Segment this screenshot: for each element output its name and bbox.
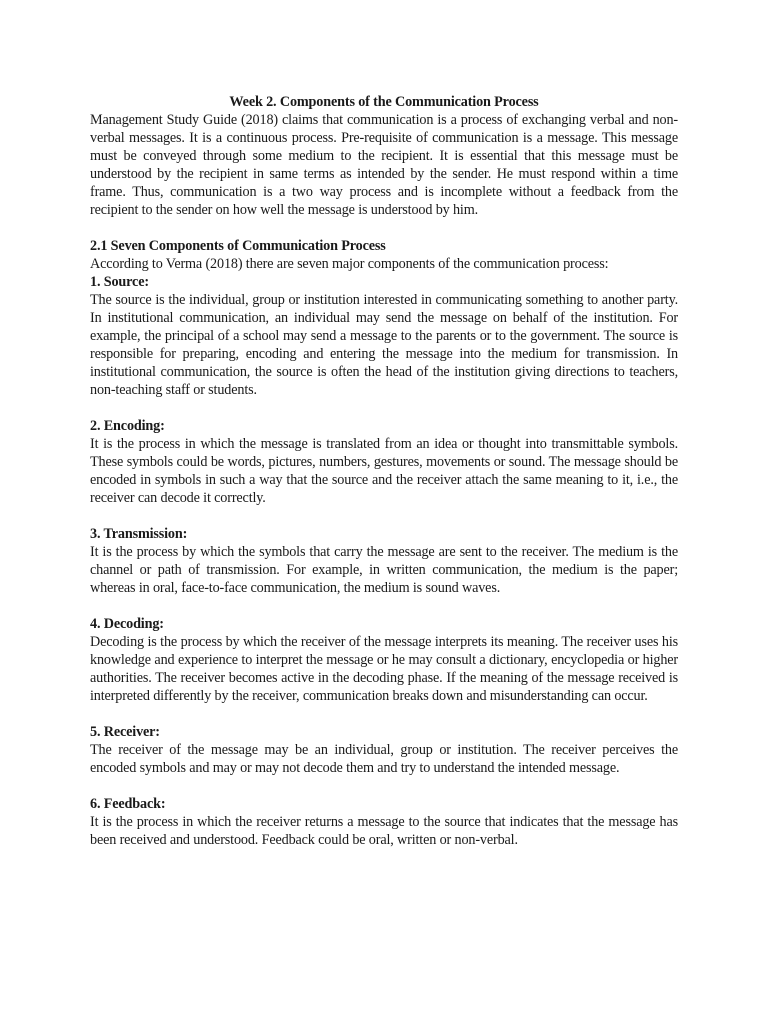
section-intro: According to Verma (2018) there are seven major components of the communication process:	[90, 256, 609, 272]
component-heading: 6. Feedback:	[90, 796, 166, 812]
spacer	[90, 399, 678, 417]
component-encoding	[90, 417, 678, 507]
spacer	[90, 507, 678, 525]
component-text: It is the process by which the symbols that carry the message are sent to the receiver. The medium is the channel or path of transmission. For example, in written communication, the medium is the paper; whereas in oral, face-to-face communication, the medium is sound waves.	[90, 544, 678, 596]
component-decoding	[90, 615, 678, 705]
component-receiver	[90, 723, 678, 777]
spacer	[90, 597, 678, 615]
component-transmission	[90, 525, 678, 597]
component-heading: 5. Receiver:	[90, 724, 160, 740]
component-text: The source is the individual, group or institution interested in communicating something to another party. In institutional communication, an individual may send the message on behalf of the institution. For example, the principal of a school may send a message to the parents or to the government. The source is responsible for preparing, encoding and entering the message into the medium for transmission. In institutional communication, the source is often the head of the institution giving directions to teachers, non-teaching staff or students.	[90, 292, 678, 398]
document-page	[90, 93, 678, 849]
component-text: It is the process in which the receiver returns a message to the source that indicates that the message has been received and understood. Feedback could be oral, written or non-verbal.	[90, 814, 678, 848]
component-text: Decoding is the process by which the receiver of the message interprets its meaning. The receiver uses his knowledge and experience to interpret the message or he may consult a dictionary, encyclopedia or higher authorities. The receiver becomes active in the decoding phase. If the meaning of the message received is interpreted differently by the receiver, communication breaks down and misunderstanding can occur.	[90, 634, 678, 704]
component-heading: 2. Encoding:	[90, 418, 165, 434]
component-heading: 4. Decoding:	[90, 616, 164, 632]
component-heading: 1. Source:	[90, 274, 149, 290]
spacer	[90, 777, 678, 795]
document-title: Week 2. Components of the Communication Process	[229, 94, 539, 110]
spacer	[90, 219, 678, 237]
component-feedback	[90, 795, 678, 849]
component-text: It is the process in which the message is translated from an idea or thought into transmittable symbols. These symbols could be words, pictures, numbers, gestures, movements or sound. The message should be encoded in symbols in such a way that the source and the receiver attach the same meaning to it, i.e., the receiver can decode it correctly.	[90, 436, 678, 506]
component-heading: 3. Transmission:	[90, 526, 188, 542]
component-source	[90, 273, 678, 399]
spacer	[90, 705, 678, 723]
intro-paragraph: Management Study Guide (2018) claims that communication is a process of exchanging verbal and non-verbal messages. It is a continuous process. Pre-requisite of communication is a message. This message must be conveyed through some medium to the recipient. It is essential that this message must be understood by the recipient in same terms as intended by the sender. He must respond within a time frame. Thus, communication is a two way process and is incomplete without a feedback from the recipient to the sender on how well the message is understood by him.	[90, 112, 678, 218]
component-text: The receiver of the message may be an individual, group or institution. The receiver perceives the encoded symbols and may or may not decode them and try to understand the intended message.	[90, 742, 678, 776]
section-heading: 2.1 Seven Components of Communication Process	[90, 238, 386, 254]
